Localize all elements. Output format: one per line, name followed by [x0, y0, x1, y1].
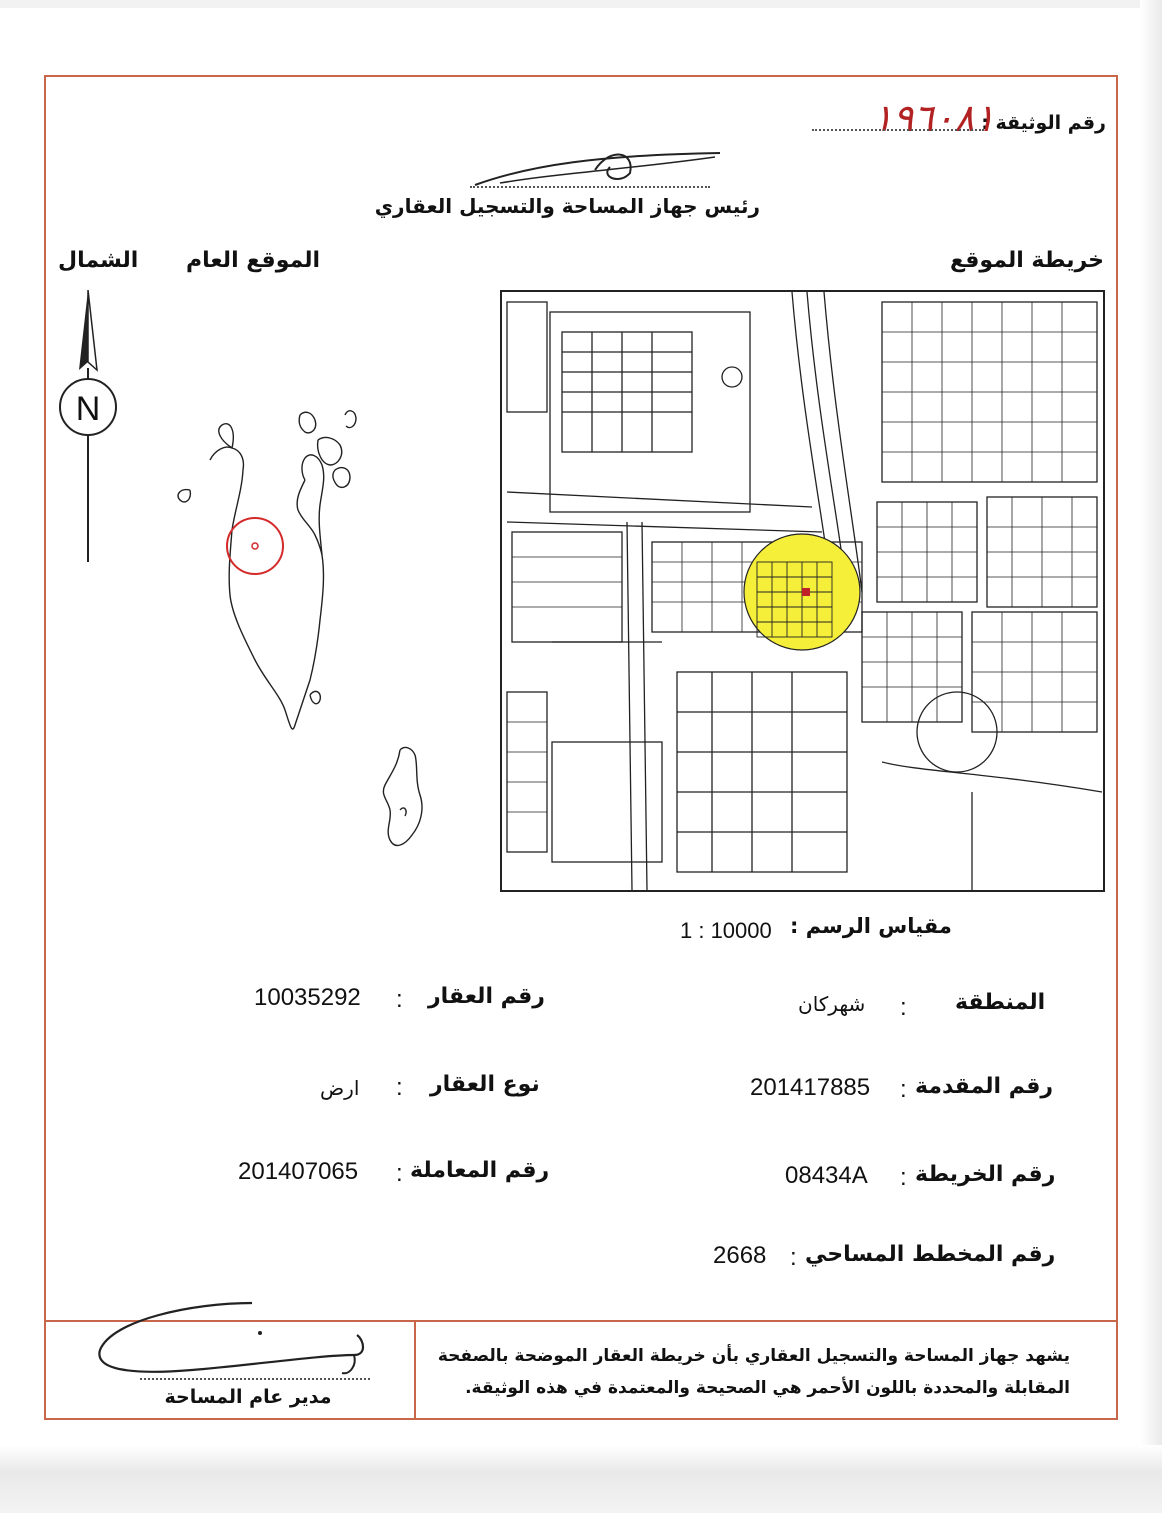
property-number-value: 10035292	[254, 984, 361, 1011]
general-location-label: الموقع العام	[186, 248, 321, 273]
transaction-number-sep: :	[396, 1160, 403, 1187]
property-type-value: ارض	[320, 1076, 360, 1100]
map-number-value: 08434A	[785, 1162, 868, 1189]
general-location-map	[150, 340, 450, 870]
footer-vertical-divider	[414, 1320, 416, 1420]
application-number-sep: :	[900, 1076, 907, 1103]
property-type-label: نوع العقار	[430, 1072, 540, 1097]
north-letter: N	[75, 390, 101, 428]
parcel-marker	[802, 588, 810, 596]
site-map	[500, 290, 1105, 892]
map-number-sep: :	[900, 1164, 907, 1191]
property-number-sep: :	[396, 986, 403, 1013]
survey-plan-number-label: رقم المخطط المساحي	[805, 1242, 1056, 1267]
director-signature	[92, 1295, 382, 1385]
region-sep: :	[900, 994, 907, 1021]
scan-bottom-shadow	[0, 1445, 1162, 1513]
transaction-number-label: رقم المعاملة	[410, 1158, 550, 1183]
transaction-number-value: 201407065	[238, 1158, 359, 1185]
north-label: الشمال	[58, 248, 139, 273]
director-title: مدير عام المساحة	[164, 1386, 332, 1408]
survey-plan-number-sep: :	[790, 1244, 797, 1271]
certification-line-1: يشهد جهاز المساحة والتسجيل العقاري بأن خريطة العقار الموضحة بالصفحة	[437, 1346, 1070, 1366]
site-map-label: خريطة الموقع	[949, 248, 1104, 273]
property-number-label: رقم العقار	[428, 984, 545, 1009]
region-value: شهركان	[798, 992, 866, 1016]
certification-line-2: المقابلة والمحددة باللون الأحمر هي الصحيحة والمعتمدة في هذه الوثيقة.	[465, 1378, 1070, 1398]
scale-value: 1 : 10000	[680, 918, 772, 943]
doc-number-dotted-line	[812, 129, 984, 131]
scan-right-edge	[1140, 0, 1162, 1513]
doc-number-label: رقم الوثيقة :	[981, 112, 1106, 134]
authority-title: رئيس جهاز المساحة والتسجيل العقاري	[374, 194, 760, 218]
property-type-sep: :	[396, 1074, 403, 1101]
director-dotted-line	[140, 1378, 370, 1380]
site-map-drawing	[502, 292, 1103, 890]
doc-number-handwritten	[790, 96, 995, 142]
doc-number-value: ١٩٦٠٨١	[872, 96, 995, 140]
map-number-label: رقم الخريطة	[915, 1162, 1056, 1187]
application-number-value: 201417885	[750, 1074, 871, 1101]
region-label: المنطقة	[955, 990, 1046, 1015]
authority-dotted-line	[470, 186, 710, 188]
scale-label: مقياس الرسم :	[790, 914, 952, 938]
application-number-label: رقم المقدمة	[915, 1074, 1054, 1099]
survey-plan-number-value: 2668	[713, 1242, 767, 1269]
scan-top-edge	[0, 0, 1162, 8]
